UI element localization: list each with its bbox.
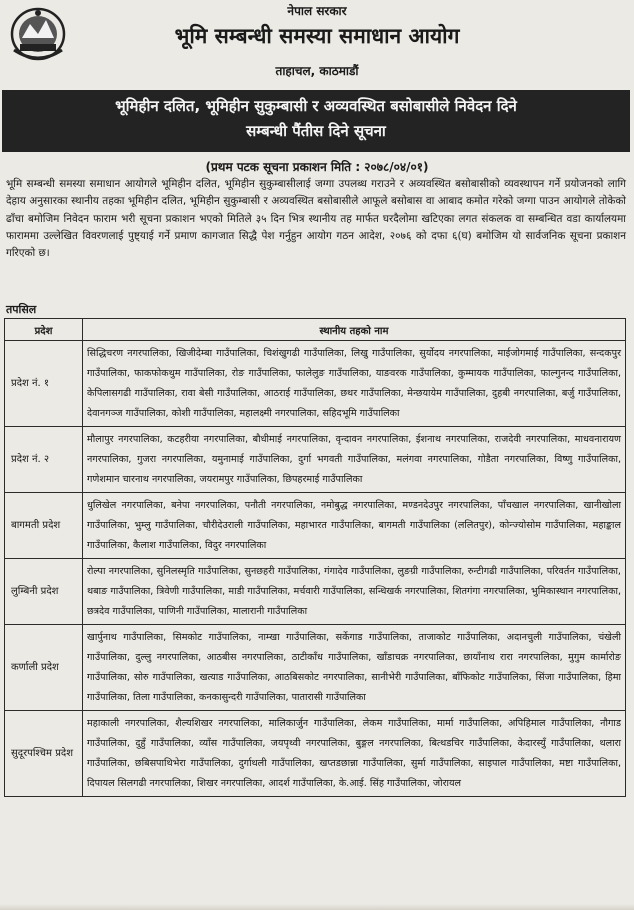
table-row (5, 493, 626, 559)
commission-location: ताहाचल, काठमाडौं (275, 64, 359, 78)
province-cell: प्रदेश नं. १ (5, 341, 83, 427)
local-levels-column-header: स्थानीय तहको नाम (83, 319, 626, 341)
table-row (5, 711, 626, 797)
notice-title-line-1: भूमिहीन दलित, भूमिहीन सुकुम्बासी र अव्यवस्थित बसोबासीले निवेदन दिने (115, 97, 517, 115)
local-levels-cell: सिद्धिचरण नगरपालिका, खिजीदेम्बा गाउँपालिका, चिशंखुगढी गाउँपालिका, लिखु गाउँपालिका, सुर्योदय नगरपालिका, माईजोगमाई गाउँपालिका, सन्दकपुर गाउँपालिका, फाकफोकथुम गाउँपालिका, रोङ गाउँपालिका, फालेलुङ गाउँपालिका, याङवरक गाउँपालिका, कुम्मायक गाउँपालिका, फाल्गुनन्द गाउँपालिका, केपिलासगढी गाउँपालिका, रावा बेसी गाउँपालिका, आठराई गाउँपालिका, छथर गाउँपालिका, मेन्छयायेम गाउँपालिका, दुहबी नगरपालिका, बर्जु गाउँपालिका, देवानगञ्ज गाउँपालिका, कोशी गाउँपालिका, महालक्ष्मी नगरपालिका, सहिदभूमि गाउँपालिका (83, 341, 626, 427)
local-levels-cell: मौलापुर नगरपालिका, कटहरीया नगरपालिका, बौधीमाई नगरपालिका, वृन्दावन नगरपालिका, ईशनाथ नगरपालिका, राजदेवी नगरपालिका, माधवनारायण नगरपालिका, गुजरा नगरपालिका, यमुनामाई गाउँपालिका, दुर्गा भगवती गाउँपालिका, मलंगवा नगरपालिका, गोडैता नगरपालिका, विष्णु गाउँपालिका, गणेशमान चारनाथ नगरपालिका, जयरामपुर गाउँपालिका, छिपहरमाई गाउँपालिका (83, 427, 626, 493)
notice-title-banner (2, 90, 630, 152)
province-cell: कर्णाली प्रदेश (5, 625, 83, 711)
province-cell: प्रदेश नं. २ (5, 427, 83, 493)
page-bottom-edge (0, 904, 634, 910)
table-row (5, 625, 626, 711)
local-levels-cell: रोल्पा नगरपालिका, सुनिलस्मृति गाउँपालिका, सुनछहरी गाउँपालिका, गंगादेव गाउँपालिका, लुङग्री गाउँपालिका, रुन्टीगढी गाउँपालिका, परिवर्तन गाउँपालिका, थबाङ गाउँपालिका, त्रिवेणी गाउँपालिका, माडी गाउँपालिका, मर्चवारी गाउँपालिका, सन्धिखर्क नगरपालिका, शितगंगा नगरपालिका, भुमिकास्थान नगरपालिका, छत्रदेव गाउँपालिका, पाणिनी गाउँपालिका, मालारानी गाउँपालिका (83, 559, 626, 625)
province-cell: लुम्बिनी प्रदेश (5, 559, 83, 625)
table-row (5, 559, 626, 625)
table-row (5, 341, 626, 427)
province-cell: सुदूरपश्चिम प्रदेश (5, 711, 83, 797)
local-levels-table (4, 318, 626, 797)
local-levels-cell: महाकाली नगरपालिका, शैल्यशिखर नगरपालिका, मालिकार्जुन गाउँपालिका, लेकम गाउँपालिका, मार्मा गाउँपालिका, अपिहिमाल गाउँपालिका, नौगाड गाउँपालिका, दुहुँ गाउँपालिका, व्याँस गाउँपालिका, जयपृथ्वी नगरपालिका, बुङ्गल नगरपालिका, बित्थडचिर गाउँपालिका, केदारस्युँ गाउँपालिका, थलारा गाउँपालिका, छबिसपाथिभेरा गाउँपालिका, दुर्गाथली गाउँपालिका, खप्तडछान्ना गाउँपालिका, सुर्मा गाउँपालिका, साइपाल गाउँपालिका, मष्टा गाउँपालिका, दिपायल सिलगढी नगरपालिका, शिखर नगरपालिका, आदर्श गाउँपालिका, के.आई. सिंह गाउँपालिका, जोरायल (83, 711, 626, 797)
table-row (5, 427, 626, 493)
local-levels-cell: धुलिखेल नगरपालिका, बनेपा नगरपालिका, पनौती नगरपालिका, नमोबुद्ध नगरपालिका, मण्डनदेउपुर नगरपालिका, पाँचखाल नगरपालिका, खानीखोला गाउँपालिका, भुम्लु गाउँपालिका, चौरीदेउराली गाउँपालिका, महाभारत गाउँपालिका, बागमती गाउँपालिका (ललितपुर), कोन्ज्योसोम गाउँपालिका, महाङ्काल गाउँपालिका, कैलाश गाउँपालिका, विदुर नगरपालिका (83, 493, 626, 559)
publication-date: (प्रथम पटक सूचना प्रकाशन मिति : २०७८/०४/०१) (205, 160, 429, 174)
province-column-header: प्रदेश (5, 319, 83, 341)
province-cell: बागमती प्रदेश (5, 493, 83, 559)
commission-name: भूमि सम्बन्धी समस्या समाधान आयोग (174, 24, 460, 48)
government-name: नेपाल सरकार (287, 4, 347, 18)
details-label: तपसिल (6, 303, 37, 316)
local-levels-cell: खार्पुनाथ गाउँपालिका, सिमकोट गाउँपालिका, नाम्खा गाउँपालिका, सर्केगाड गाउँपालिका, ताजाकोट गाउँपालिका, अदानचुली गाउँपालिका, चंखेली गाउँपालिका, दुल्लु नगरपालिका, आठबीस नगरपालिका, ठाटीकाँध गाउँपालिका, खाँडाचक्र नगरपालिका, छायाँनाथ रारा नगरपालिका, मुगुम कार्मारोङ गाउँपालिका, सोरु गाउँपालिका, खत्याड गाउँपालिका, आठबिसकोट नगरपालिका, सानीभेरी गाउँपालिका, बाँफिकोट गाउँपालिका, सिंजा गाउँपालिका, हिमा गाउँपालिका, तिला गाउँपालिका, कनकासुन्दरी गाउँपालिका, पातारासी गाउँपालिका (83, 625, 626, 711)
notice-body: भूमि सम्बन्धी समस्या समाधान आयोगले भूमिहीन दलित, भूमिहीन सुकुम्बासीलाई जग्गा उपलब्ध गराउने र अव्यवस्थित बसोबासीको व्यवस्थापन गर्ने प्रयोजनको लागि देहाय अनुसारका स्थानीय तहका भूमिहीन दलित, भूमिहीन सुकुम्बासी र अव्यवस्थित बसोबासीले आफूले बसोबास वा आबाद कमोत गरेको जग्गा पाउन आयोगले तोकेको ढाँचा बमोजिम निवेदन फाराम भरी सूचना प्रकाशन भएको मितिले ३५ दिन भित्र स्थानीय तह मार्फत घरदैलोमा खटिएका लगत संकलक वा सम्बन्धित वडा कार्यालयमा फाराममा उल्लेखित विवरणलाई पुष्ट्याई गर्ने प्रमाण कागजात सिद्धै पेश गर्नुहुन आयोग गठन आदेश, २०७६ को दफा ६(घ) बमोजिम यो सार्वजनिक सूचना प्रकाशन गरिएको छ। (6, 178, 626, 260)
notice-title-line-2: सम्बन्धी पैंतीस दिने सूचना (246, 122, 386, 140)
table-header-row (5, 319, 626, 341)
